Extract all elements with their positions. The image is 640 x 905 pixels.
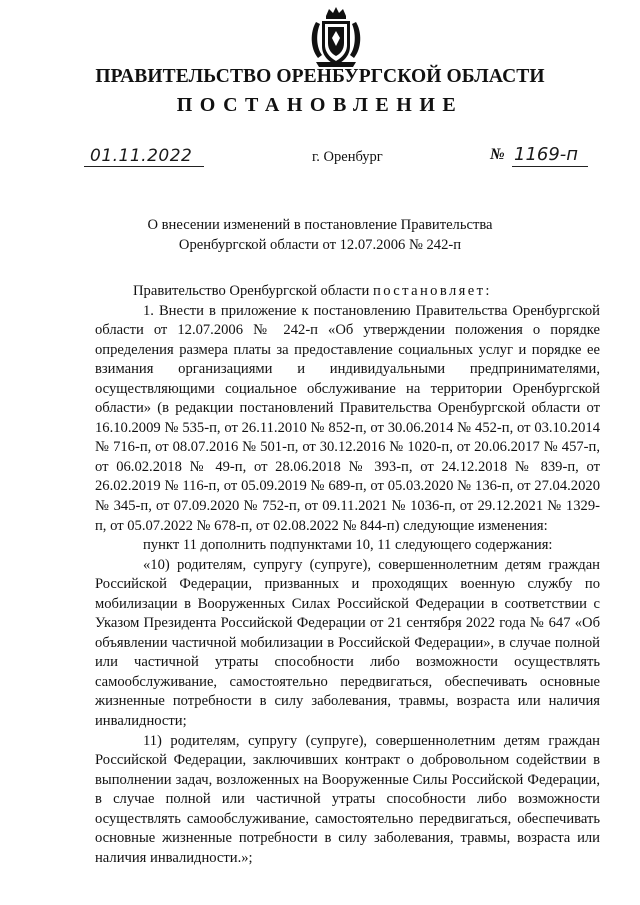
intro-lead: Правительство Оренбургской области [133,283,373,299]
body-paragraph: пункт 11 дополнить подпунктами 10, 11 следующего содержания: [143,537,553,554]
body-paragraph: «10) родителям, супругу (супруге), совершеннолетним детям граждан Российской Федерации, призванных и проходящих военную службу по мобилизации в Вооруженных Силах Российской Федерации в соответствии с Указом Президента Российской Федерации от 21 сентября 2022 года № 647 «Об объявлении частичной мобилизации в Российской Федерации», в случае полной или частичной утраты способности либо возможности осуществлять самообслуживание, самостоятельно передвигаться, обеспечивать основные жизненные потребности в силу заболевания, травмы, возраста или наличия инвалидности; [95,556,600,730]
document-body [95,282,600,868]
document-subject [0,216,640,255]
subject-line: О внесении изменений в постановление Правительства [147,217,493,233]
number-underline [512,166,588,167]
document-city: г. Оренбург [312,149,383,165]
date-underline [84,166,204,167]
document-number: 1169-п [514,144,579,165]
document-type: ПОСТАНОВЛЕНИЕ [176,94,464,116]
subject-line: Оренбургской области от 12.07.2006 № 242-п [178,236,462,253]
body-paragraph: 11) родителям, супругу (супруге), совершеннолетним детям граждан Российской Федерации, заключивших контракт о добровольном содействии в выполнении задач, возложенных на Вооруженные Силы Российской Федерации, в случае полной или частичной утраты способности либо возможности осуществлять самообслуживание, самостоятельно передвигаться, обеспечивать основные жизненные потребности в силу заболевания, травмы, возраста или наличия инвалидности.»; [95,732,600,866]
orenburg-coat-of-arms-icon [304,6,368,70]
number-label: № [490,146,505,163]
intro-resolves: постановляет: [372,283,492,299]
government-title: ПРАВИТЕЛЬСТВО ОРЕНБУРГСКОЙ ОБЛАСТИ [95,66,545,87]
document-date: 01.11.2022 [90,146,193,166]
body-paragraph: 1. Внести в приложение к постановлению Правительства Оренбургской области от 12.07.2006 № 242-п «Об утверждении положения о порядке определения размера платы за предоставление социальных услуг и порядке ее взимания организациями и индивидуальными предпринимателями, осуществляющими социальное обслуживание на территории Оренбургской области» (в редакции постановлений Правительства Оренбургской области от 16.10.2009 № 535-п, от 26.11.2010 № 852-п, от 30.06.2014 № 452-п, от 03.10.2014 № 716-п, от 08.07.2016 № 501-п, от 30.12.2016 № 1020-п, от 20.06.2017 № 457-п, от 06.02.2018 № 49-п, от 28.06.2018 № 393-п, от 24.12.2018 № 839-п, от 26.02.2019 № 116-п, от 05.09.2019 № 689-п, от 05.03.2020 № 136-п, от 27.04.2020 № 345-п, от 07.09.2020 № 752-п, от 09.11.2021 № 1036-п, от 29.12.2021 № 1329-п, от 05.07.2022 № 678-п, от 02.08.2022 № 844-п) следующие изменения: [95,302,600,534]
intro-paragraph [95,282,600,302]
